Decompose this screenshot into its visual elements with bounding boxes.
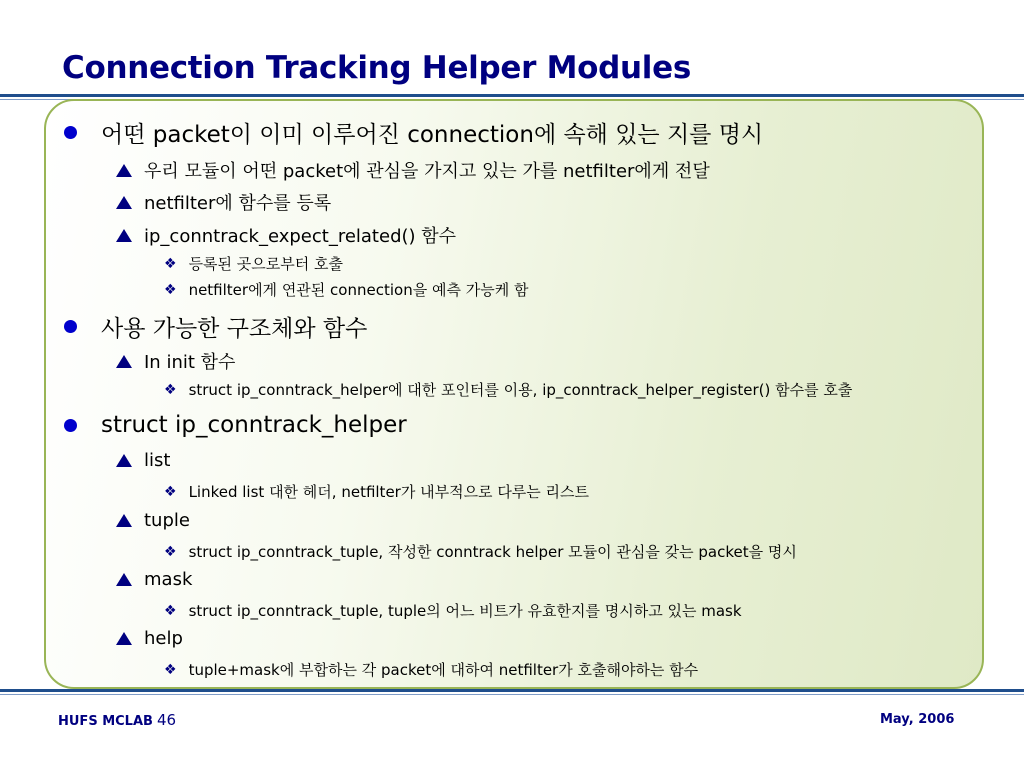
list-item-text: netfilter에 함수를 등록 xyxy=(144,193,332,214)
list-item-text: struct ip_conntrack_helper xyxy=(101,412,407,438)
list-item xyxy=(164,541,797,562)
list-item-text: struct ip_conntrack_tuple, 작성한 conntrack helper 모듈이 관심을 갖는 packet을 명시 xyxy=(188,543,797,561)
list-item-text: tuple+mask에 부합하는 각 packet에 대하여 netfilter가 호출해야하는 함수 xyxy=(188,661,699,679)
list-item xyxy=(164,279,528,300)
triangle-bullet-icon xyxy=(116,514,132,527)
diamond-bullet-icon: ❖ xyxy=(164,381,177,398)
list-item xyxy=(64,310,367,343)
triangle-bullet-icon xyxy=(116,573,132,586)
list-item-text: struct ip_conntrack_tuple, tuple의 어느 비트가 유효한지를 명시하고 있는 mask xyxy=(188,602,742,620)
list-item-text: struct ip_conntrack_helper에 대한 포인터를 이용, ip_conntrack_helper_register() 함수를 호출 xyxy=(188,381,853,399)
triangle-bullet-icon xyxy=(116,632,132,645)
filled-circle-bullet-icon xyxy=(64,126,77,139)
list-item xyxy=(164,253,343,274)
triangle-bullet-icon xyxy=(116,196,132,209)
bottom-rule-thin xyxy=(0,694,1024,695)
triangle-bullet-icon xyxy=(116,454,132,467)
diamond-bullet-icon: ❖ xyxy=(164,483,177,500)
list-item xyxy=(116,222,456,248)
list-item-text: 우리 모듈이 어떤 packet에 관심을 가지고 있는 가를 netfilter에게 전달 xyxy=(144,161,710,182)
list-item xyxy=(116,628,183,649)
filled-circle-bullet-icon xyxy=(64,419,77,432)
triangle-bullet-icon xyxy=(116,164,132,177)
list-item-text: 어떤 packet이 이미 이루어진 connection에 속해 있는 지를 명시 xyxy=(101,122,764,148)
list-item xyxy=(116,569,192,590)
footer-date: May, 2006 xyxy=(880,712,955,727)
diamond-bullet-icon: ❖ xyxy=(164,602,177,619)
list-item-text: 사용 가능한 구조체와 함수 xyxy=(101,316,368,342)
triangle-bullet-icon xyxy=(116,355,132,368)
list-item-text: tuple xyxy=(144,510,190,531)
bottom-rule xyxy=(0,689,1024,692)
list-item-text: ip_conntrack_expect_related() 함수 xyxy=(144,226,457,247)
list-item xyxy=(116,450,170,471)
list-item xyxy=(116,348,235,374)
list-item-text: help xyxy=(144,628,183,649)
list-item xyxy=(164,600,742,621)
list-item-text: Linked list 대한 헤더, netfilter가 내부적으로 다루는 리스트 xyxy=(188,483,590,501)
list-item-text: mask xyxy=(144,569,193,590)
list-item xyxy=(64,116,763,149)
list-item xyxy=(164,379,852,400)
diamond-bullet-icon: ❖ xyxy=(164,255,177,272)
list-item-text: list xyxy=(144,450,171,471)
list-item xyxy=(64,412,407,438)
triangle-bullet-icon xyxy=(116,229,132,242)
page-number: 46 xyxy=(156,711,177,729)
list-item xyxy=(164,481,589,502)
list-item xyxy=(164,659,698,680)
diamond-bullet-icon: ❖ xyxy=(164,281,177,298)
list-item xyxy=(116,189,331,215)
footer-org-label: HUFS MCLAB xyxy=(58,714,153,729)
list-item xyxy=(116,157,710,183)
list-item xyxy=(116,510,190,531)
slide-title: Connection Tracking Helper Modules xyxy=(62,50,692,86)
list-item-text: 등록된 곳으로부터 호출 xyxy=(188,255,343,273)
list-item-text: netfilter에게 연관된 connection을 예측 가능케 함 xyxy=(188,281,529,299)
diamond-bullet-icon: ❖ xyxy=(164,661,177,678)
footer-org xyxy=(58,711,176,729)
diamond-bullet-icon: ❖ xyxy=(164,543,177,560)
list-item-text: In init 함수 xyxy=(144,352,236,373)
filled-circle-bullet-icon xyxy=(64,320,77,333)
